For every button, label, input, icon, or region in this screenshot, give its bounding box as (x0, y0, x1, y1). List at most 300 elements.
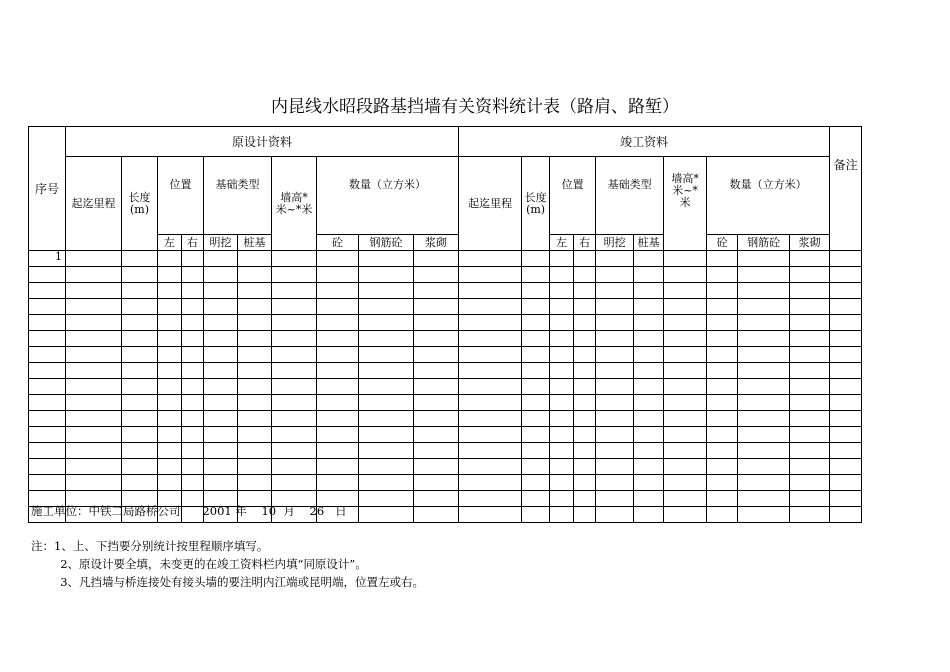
table-cell (790, 427, 830, 443)
table-cell (596, 475, 634, 491)
table-cell (664, 507, 707, 523)
table-cell (359, 363, 414, 379)
table-cell (414, 299, 459, 315)
table-cell (830, 411, 862, 427)
table-cell (738, 315, 790, 331)
table-cell (634, 507, 664, 523)
table-cell (122, 315, 158, 331)
table-cell (414, 411, 459, 427)
table-cell (830, 347, 862, 363)
table-cell (238, 363, 272, 379)
header-length: 长度 (m) (122, 157, 158, 251)
table-cell (317, 379, 359, 395)
table-cell (738, 283, 790, 299)
table-cell (574, 315, 596, 331)
table-cell (66, 475, 122, 491)
row-seq (29, 363, 66, 379)
table-cell (596, 267, 634, 283)
table-cell (459, 299, 522, 315)
table-cell (66, 331, 122, 347)
row-seq (29, 347, 66, 363)
table-cell (596, 251, 634, 267)
table-cell (596, 299, 634, 315)
table-cell (550, 491, 574, 507)
table-cell (707, 315, 738, 331)
table-cell (596, 347, 634, 363)
table-cell (204, 331, 238, 347)
table-cell (738, 459, 790, 475)
table-cell (707, 363, 738, 379)
table-cell (830, 251, 862, 267)
header-left: 左 (158, 235, 182, 251)
table-cell (158, 283, 182, 299)
table-cell (182, 363, 204, 379)
table-cell (204, 475, 238, 491)
table-cell (359, 443, 414, 459)
table-cell (830, 283, 862, 299)
table-cell (574, 491, 596, 507)
table-cell (830, 379, 862, 395)
table-cell (664, 299, 707, 315)
table-cell (182, 347, 204, 363)
table-cell (272, 395, 317, 411)
table-cell (790, 299, 830, 315)
table-cell (182, 395, 204, 411)
header-row-1 (29, 127, 862, 157)
table-cell (707, 507, 738, 523)
table-cell (317, 315, 359, 331)
table-cell (158, 379, 182, 395)
table-cell (66, 395, 122, 411)
table-cell (459, 363, 522, 379)
table-cell (634, 283, 664, 299)
table-cell (317, 283, 359, 299)
table-cell (182, 427, 204, 443)
table-cell (459, 315, 522, 331)
table-cell (522, 459, 550, 475)
table-cell (738, 299, 790, 315)
table-cell (204, 459, 238, 475)
table-cell (574, 379, 596, 395)
table-cell (158, 347, 182, 363)
table-cell (204, 283, 238, 299)
table-cell (707, 491, 738, 507)
table-cell (158, 251, 182, 267)
header-foundation: 基础类型 (204, 157, 272, 235)
table-cell (550, 395, 574, 411)
table-cell (66, 459, 122, 475)
table-cell (359, 299, 414, 315)
table-cell (574, 267, 596, 283)
table-cell (182, 475, 204, 491)
row-seq (29, 299, 66, 315)
table-cell (182, 443, 204, 459)
table-cell (550, 251, 574, 267)
table-cell (634, 459, 664, 475)
table-cell (272, 459, 317, 475)
table-cell (459, 283, 522, 299)
table-cell (459, 331, 522, 347)
table-cell (634, 443, 664, 459)
table-cell (238, 347, 272, 363)
statistics-table (28, 126, 862, 523)
header-pile-completion: 桩基 (634, 235, 664, 251)
table-cell (122, 347, 158, 363)
table-row (29, 363, 862, 379)
table-cell (522, 251, 550, 267)
header-orig-design: 原设计资料 (66, 127, 459, 157)
table-cell (272, 443, 317, 459)
table-cell (359, 331, 414, 347)
table-cell (522, 299, 550, 315)
table-cell (707, 379, 738, 395)
table-cell (66, 363, 122, 379)
table-cell (459, 491, 522, 507)
table-cell (359, 507, 414, 523)
table-cell (238, 331, 272, 347)
table-cell (414, 331, 459, 347)
table-cell (122, 283, 158, 299)
table-cell (359, 491, 414, 507)
table-cell (459, 395, 522, 411)
table-cell (790, 443, 830, 459)
table-cell (634, 475, 664, 491)
table-cell (707, 283, 738, 299)
row-seq (29, 459, 66, 475)
header-masonry: 浆砌 (414, 235, 459, 251)
table-cell (707, 427, 738, 443)
table-cell (238, 475, 272, 491)
table-cell (204, 315, 238, 331)
table-cell (182, 267, 204, 283)
table-cell (738, 331, 790, 347)
table-cell (574, 443, 596, 459)
table-row (29, 267, 862, 283)
table-cell (790, 267, 830, 283)
table-row (29, 299, 862, 315)
table-cell (414, 459, 459, 475)
table-cell (830, 427, 862, 443)
header-seq: 序号 (29, 127, 66, 251)
table-cell (158, 363, 182, 379)
table-cell (790, 363, 830, 379)
table-cell (574, 347, 596, 363)
table-cell (414, 379, 459, 395)
table-cell (634, 315, 664, 331)
table-cell (550, 299, 574, 315)
table-cell (272, 363, 317, 379)
table-cell (707, 331, 738, 347)
table-cell (574, 459, 596, 475)
table-cell (738, 443, 790, 459)
table-cell (664, 379, 707, 395)
header-left-completion: 左 (550, 235, 574, 251)
table-cell (596, 443, 634, 459)
table-cell (596, 507, 634, 523)
table-cell (122, 443, 158, 459)
table-cell (522, 347, 550, 363)
table-cell (550, 443, 574, 459)
table-cell (272, 347, 317, 363)
table-cell (574, 363, 596, 379)
table-cell (272, 379, 317, 395)
header-range: 起迄里程 (66, 157, 122, 251)
table-cell (522, 475, 550, 491)
table-cell (204, 251, 238, 267)
table-cell (459, 347, 522, 363)
header-position: 位置 (158, 157, 204, 235)
table-cell (459, 443, 522, 459)
table-row (29, 459, 862, 475)
table-cell (634, 427, 664, 443)
table-cell (634, 411, 664, 427)
table-cell (359, 267, 414, 283)
table-cell (182, 299, 204, 315)
table-cell (634, 331, 664, 347)
table-cell (738, 395, 790, 411)
table-cell (272, 315, 317, 331)
table-cell (158, 299, 182, 315)
table-cell (830, 459, 862, 475)
table-cell (664, 491, 707, 507)
note-3: 3、凡挡墙与桥连接处有接头墙的要注明内江端或昆明端，位置左或右。 (31, 575, 425, 589)
table-cell (634, 299, 664, 315)
table-cell (634, 395, 664, 411)
table-cell (738, 411, 790, 427)
table-cell (182, 331, 204, 347)
table-cell (317, 475, 359, 491)
row-seq (29, 395, 66, 411)
header-masonry-completion: 浆砌 (790, 235, 830, 251)
table-cell (272, 475, 317, 491)
table-cell (414, 347, 459, 363)
table-cell (158, 427, 182, 443)
table-cell (238, 395, 272, 411)
table-cell (238, 379, 272, 395)
header-pile: 桩基 (238, 235, 272, 251)
table-cell (634, 379, 664, 395)
table-cell (182, 251, 204, 267)
table-cell (66, 251, 122, 267)
table-cell (574, 427, 596, 443)
table-cell (238, 443, 272, 459)
table-cell (596, 331, 634, 347)
table-cell (830, 267, 862, 283)
table-cell (66, 379, 122, 395)
table-row (29, 427, 862, 443)
table-cell (522, 267, 550, 283)
table-cell (204, 299, 238, 315)
table-cell (66, 427, 122, 443)
table-cell (359, 283, 414, 299)
table-cell (272, 251, 317, 267)
table-cell (738, 475, 790, 491)
row-seq (29, 283, 66, 299)
table-cell (790, 283, 830, 299)
table-cell (550, 411, 574, 427)
table-cell (272, 283, 317, 299)
table-cell (317, 427, 359, 443)
table-cell (664, 251, 707, 267)
table-cell (830, 363, 862, 379)
header-wall-height: 墙高* 米~*米 (272, 157, 317, 251)
table-cell (414, 475, 459, 491)
table-cell (574, 395, 596, 411)
table-row (29, 283, 862, 299)
table-cell (550, 283, 574, 299)
table-cell (664, 283, 707, 299)
table-cell (634, 347, 664, 363)
table-cell (459, 267, 522, 283)
table-cell (204, 443, 238, 459)
note-2: 2、原设计要全填，未变更的在竣工资料栏内填“同原设计”。 (31, 557, 367, 571)
table-cell (317, 459, 359, 475)
table-cell (664, 267, 707, 283)
table-cell (790, 411, 830, 427)
table-cell (238, 251, 272, 267)
table-cell (522, 379, 550, 395)
table-cell (596, 491, 634, 507)
table-cell (574, 299, 596, 315)
table-cell (574, 507, 596, 523)
table-cell (830, 507, 862, 523)
table-cell (596, 363, 634, 379)
table-cell (634, 267, 664, 283)
table-cell (707, 475, 738, 491)
table-cell (550, 363, 574, 379)
row-seq: 1 (29, 251, 66, 267)
row-seq (29, 331, 66, 347)
table-cell (830, 315, 862, 331)
table-cell (596, 379, 634, 395)
table-cell (790, 491, 830, 507)
table-cell (414, 507, 459, 523)
table-cell (66, 347, 122, 363)
table-cell (66, 283, 122, 299)
table-cell (707, 459, 738, 475)
table-cell (550, 347, 574, 363)
header-concrete-completion: 砼 (707, 235, 738, 251)
table-cell (122, 379, 158, 395)
table-cell (738, 347, 790, 363)
table-cell (66, 443, 122, 459)
table-cell (738, 251, 790, 267)
table-cell (122, 411, 158, 427)
table-cell (596, 283, 634, 299)
table-cell (738, 491, 790, 507)
table-cell (414, 315, 459, 331)
table-cell (707, 251, 738, 267)
header-quantity: 数量（立方米） (317, 157, 459, 235)
table-cell (522, 427, 550, 443)
table-cell (122, 427, 158, 443)
table-cell (66, 299, 122, 315)
table-cell (204, 347, 238, 363)
header-rc-completion: 钢筋砼 (738, 235, 790, 251)
table-cell (414, 283, 459, 299)
table-row (29, 315, 862, 331)
table-cell (359, 395, 414, 411)
row-seq (29, 475, 66, 491)
header-position-completion: 位置 (550, 157, 596, 235)
table-cell (738, 267, 790, 283)
header-right-completion: 右 (574, 235, 596, 251)
table-cell (158, 315, 182, 331)
table-cell (317, 443, 359, 459)
table-cell (830, 491, 862, 507)
table-cell (830, 331, 862, 347)
table-cell (238, 427, 272, 443)
table-cell (122, 475, 158, 491)
header-remarks-top (830, 127, 862, 157)
table-cell (414, 443, 459, 459)
table-cell (158, 411, 182, 427)
header-quantity-completion: 数量（立方米） (707, 157, 830, 235)
document-title: 内昆线水昭段路基挡墙有关资料统计表（路肩、路堑） (271, 97, 679, 117)
table-cell (664, 427, 707, 443)
table-cell (550, 427, 574, 443)
table-cell (830, 443, 862, 459)
table-cell (158, 267, 182, 283)
table-cell (574, 411, 596, 427)
table-cell (359, 475, 414, 491)
row-seq (29, 379, 66, 395)
table-cell (359, 427, 414, 443)
table-cell (66, 267, 122, 283)
table-cell (359, 315, 414, 331)
table-cell (664, 395, 707, 411)
table-cell (158, 443, 182, 459)
table-cell (522, 395, 550, 411)
table-cell (317, 411, 359, 427)
table-cell (596, 315, 634, 331)
table-cell (158, 395, 182, 411)
table-row (29, 251, 862, 267)
table-cell (550, 331, 574, 347)
table-row (29, 475, 862, 491)
table-cell (414, 363, 459, 379)
table-cell (158, 459, 182, 475)
table-cell (204, 363, 238, 379)
table-cell (359, 347, 414, 363)
table-cell (596, 459, 634, 475)
table-cell (830, 475, 862, 491)
table-cell (522, 411, 550, 427)
header-range-completion: 起迄里程 (459, 157, 522, 251)
table-cell (272, 331, 317, 347)
table-cell (738, 379, 790, 395)
table-cell (550, 507, 574, 523)
header-rc: 钢筋砼 (359, 235, 414, 251)
table-row (29, 395, 862, 411)
table-cell (317, 363, 359, 379)
table-cell (550, 267, 574, 283)
table-cell (707, 267, 738, 283)
table-cell (522, 507, 550, 523)
table-cell (204, 267, 238, 283)
table-cell (459, 427, 522, 443)
table-cell (738, 363, 790, 379)
header-open-cut: 明挖 (204, 235, 238, 251)
table-cell (317, 347, 359, 363)
table-row (29, 443, 862, 459)
table-cell (182, 283, 204, 299)
header-row-2 (29, 157, 862, 235)
table-cell (550, 459, 574, 475)
table-cell (707, 443, 738, 459)
table-cell (158, 331, 182, 347)
table-cell (182, 315, 204, 331)
